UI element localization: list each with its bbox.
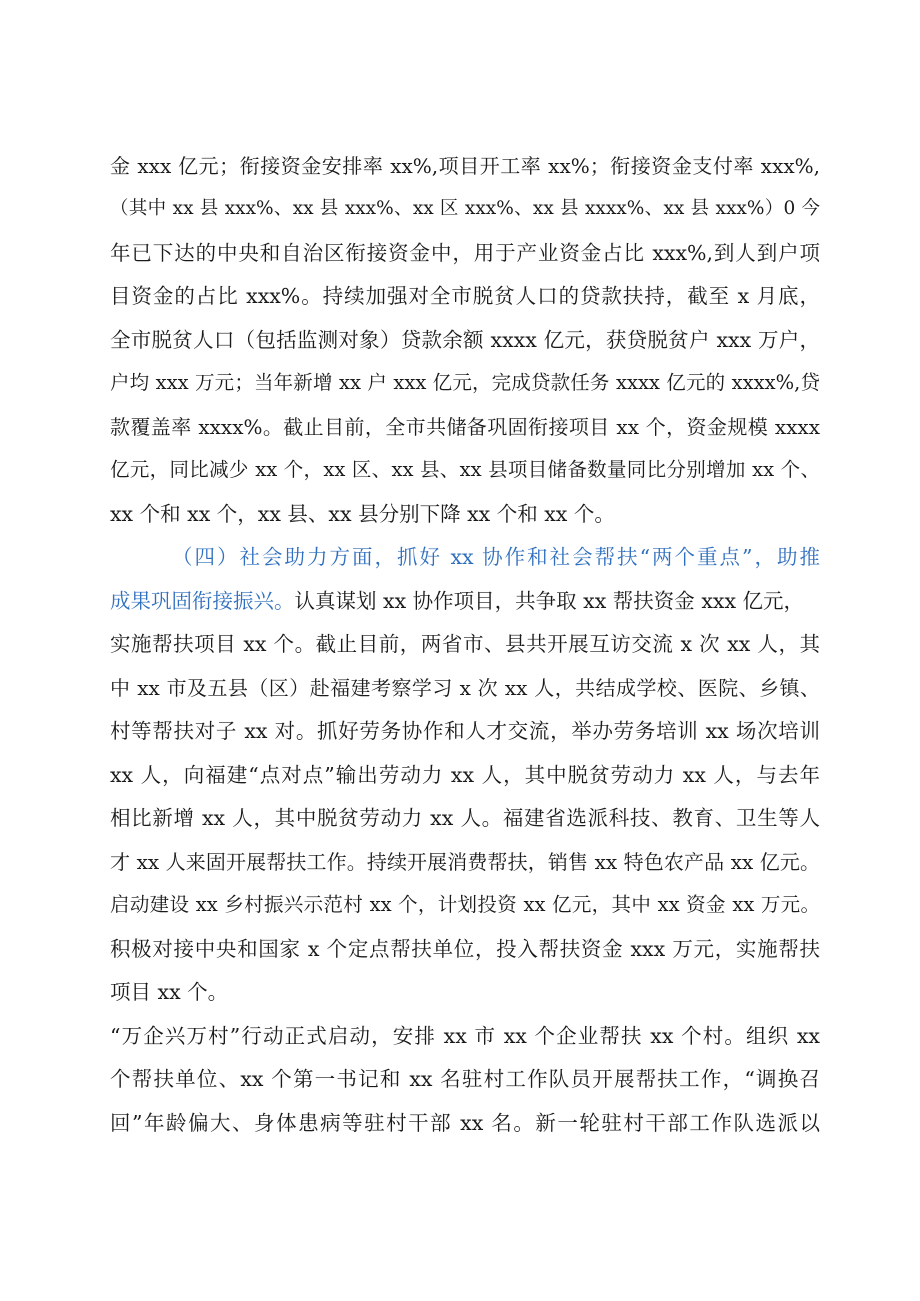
paragraph-line: 个帮扶单位、xx 个第一书记和 xx 名驻村工作队员开展帮扶工作，“调换召 <box>110 1067 820 1091</box>
paragraph-line: 回”年龄偏大、身体患病等驻村干部 xx 名。新一轮驻村干部工作队选派以 <box>110 1111 820 1135</box>
paragraph-line: xx 个和 xx 个，xx 县、xx 县分别下降 xx 个和 xx 个。 <box>110 502 615 526</box>
section-heading-continued: 成果巩固衔接振兴。 <box>110 589 295 613</box>
paragraph-line: 中 xx 市及五县（区）赴福建考察学习 x 次 xx 人，共结成学校、医院、乡镇、 <box>110 676 820 700</box>
section-heading: （四）社会助力方面，抓好 xx 协作和社会帮扶“两个重点”，助推 <box>172 545 820 569</box>
paragraph-line: 积极对接中央和国家 x 个定点帮扶单位，投入帮扶资金 xxx 万元，实施帮扶 <box>110 937 820 961</box>
paragraph-text: 认真谋划 xx 协作项目，共争取 xx 帮扶资金 xxx 亿元， <box>294 589 805 613</box>
paragraph-line: 相比新增 xx 人，其中脱贫劳动力 xx 人。福建省选派科技、教育、卫生等人 <box>110 806 820 830</box>
paragraph-line: 村等帮扶对子 xx 对。抓好劳务协作和人才交流，举办劳务培训 xx 场次培训 <box>110 719 820 743</box>
paragraph-line: 年已下达的中央和自治区衔接资金中，用于产业资金占比 xxx%,到人到户项 <box>110 241 820 265</box>
paragraph-line: “万企兴万村”行动正式启动，安排 xx 市 xx 个企业帮扶 xx 个村。组织 xx <box>110 1024 820 1048</box>
paragraph-line: （其中 xx 县 xxx%、xx 县 xxx%、xx 区 xxx%、xx 县 xxxx%、xx 县 xxx%）0 今 <box>110 198 820 219</box>
paragraph-line: 才 xx 人来固开展帮扶工作。持续开展消费帮扶，销售 xx 特色农产品 xx 亿元。 <box>110 850 820 874</box>
paragraph-line: 实施帮扶项目 xx 个。截止目前，两省市、县共开展互访交流 x 次 xx 人，其 <box>110 632 820 656</box>
paragraph-line: 户均 xxx 万元；当年新增 xx 户 xxx 亿元，完成贷款任务 xxxx 亿元的 xxxx%,贷 <box>110 371 820 394</box>
paragraph-line: 全市脱贫人口（包括监测对象）贷款余额 xxxx 亿元，获贷脱贫户 xxx 万户， <box>110 328 820 352</box>
paragraph-line: 项目 xx 个。 <box>110 980 229 1004</box>
paragraph-line: 金 xxx 亿元；衔接资金安排率 xx%,项目开工率 xx%；衔接资金支付率 xxx%, <box>110 154 820 178</box>
paragraph-line: 目资金的占比 xxx%。持续加强对全市脱贫人口的贷款扶持，截至 x 月底， <box>110 284 820 308</box>
paragraph-line <box>110 586 820 616</box>
paragraph-line: 款覆盖率 xxxx%。截止目前，全市共储备巩固衔接项目 xx 个，资金规模 xxxx <box>110 415 820 439</box>
paragraph-line: 亿元，同比减少 xx 个，xx 区、xx 县、xx 县项目储备数量同比分别增加 xx 个、 <box>110 458 820 481</box>
paragraph-line: 启动建设 xx 乡村振兴示范村 xx 个，计划投资 xx 亿元，其中 xx 资金 xx 万元。 <box>110 893 820 916</box>
paragraph-line: xx 人，向福建“点对点”输出劳动力 xx 人，其中脱贫劳动力 xx 人，与去年 <box>110 763 820 787</box>
